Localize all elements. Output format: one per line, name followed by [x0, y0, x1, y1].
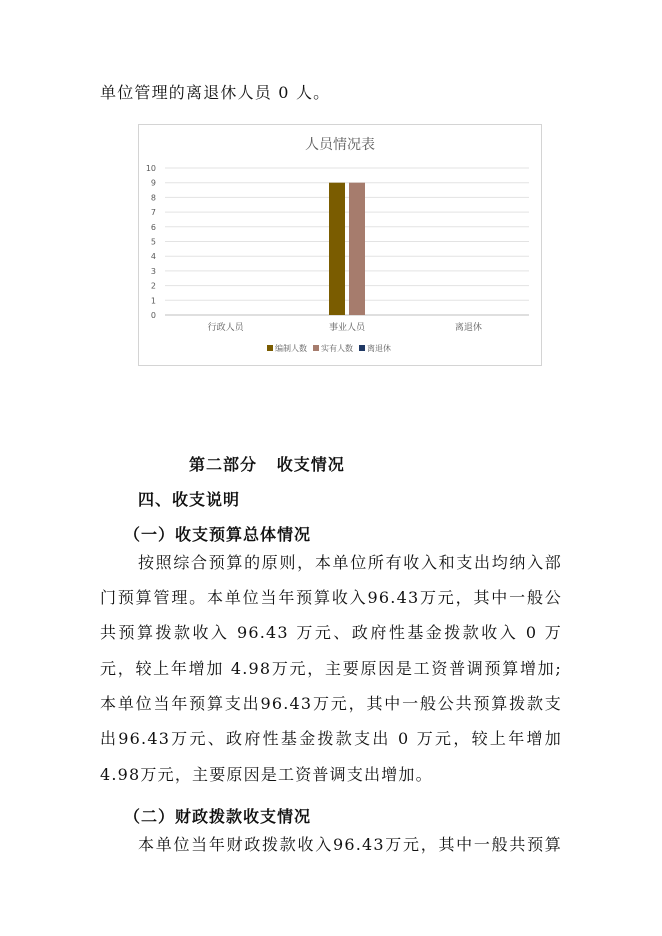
para1-line-4: 元，较上年增加 4.98万元，主要原因是工资普调预算增加;: [100, 659, 562, 678]
staff-chart: [138, 124, 542, 366]
subheading-budget-overview: （一）收支预算总体情况: [124, 525, 312, 544]
para1-line-5: 本单位当年预算支出96.43万元，其中一般公共预算拨款支: [100, 694, 562, 713]
y-tick-label: 2: [150, 281, 156, 291]
para1-line-2: 门预算管理。本单位当年预算收入96.43万元，其中一般公: [100, 588, 562, 607]
para2-line-1: 本单位当年财政拨款收入96.43万元，其中一般共预算: [138, 835, 562, 854]
legend-label: 实有人数: [321, 344, 353, 353]
chart-title: 人员情况表: [305, 137, 375, 153]
para1-line-1: 按照综合预算的原则，本单位所有收入和支出均纳入部: [138, 553, 562, 572]
y-tick-label: 6: [150, 222, 156, 232]
legend-label: 离退休: [367, 344, 391, 353]
legend-swatch: [267, 345, 273, 351]
y-tick-label: 0: [150, 311, 156, 320]
chart-canvas: [139, 125, 541, 365]
section-heading: 四、收支说明: [138, 490, 241, 509]
y-tick-label: 1: [150, 296, 156, 306]
subheading-fiscal: （二）财政拨款收支情况: [124, 807, 312, 826]
intro-line: 单位管理的离退休人员 0 人。: [100, 83, 331, 102]
para1-line-3: 共预算拨款收入 96.43 万元、政府性基金拨款收入 0 万: [100, 623, 562, 642]
para1-line-7: 4.98万元，主要原因是工资普调支出增加。: [100, 765, 433, 784]
y-tick-label: 9: [150, 178, 156, 188]
para1-line-6: 出96.43万元、政府性基金拨款支出 0 万元，较上年增加: [100, 729, 562, 748]
y-tick-label: 7: [150, 208, 156, 218]
y-tick-label: 10: [145, 164, 156, 173]
y-tick-label: 5: [150, 237, 156, 247]
x-tick-label: 事业人员: [328, 323, 366, 333]
legend-swatch: [313, 345, 319, 351]
part-title: 第二部分 收支情况: [189, 455, 345, 474]
y-tick-label: 8: [150, 193, 156, 203]
legend-swatch: [359, 345, 365, 351]
x-tick-label: 离退休: [454, 323, 482, 333]
x-tick-label: 行政人员: [207, 323, 244, 333]
legend-label: 编制人数: [275, 344, 307, 353]
bar: [349, 183, 365, 315]
bar: [329, 183, 345, 315]
y-tick-label: 4: [150, 252, 156, 262]
y-tick-label: 3: [150, 266, 156, 276]
